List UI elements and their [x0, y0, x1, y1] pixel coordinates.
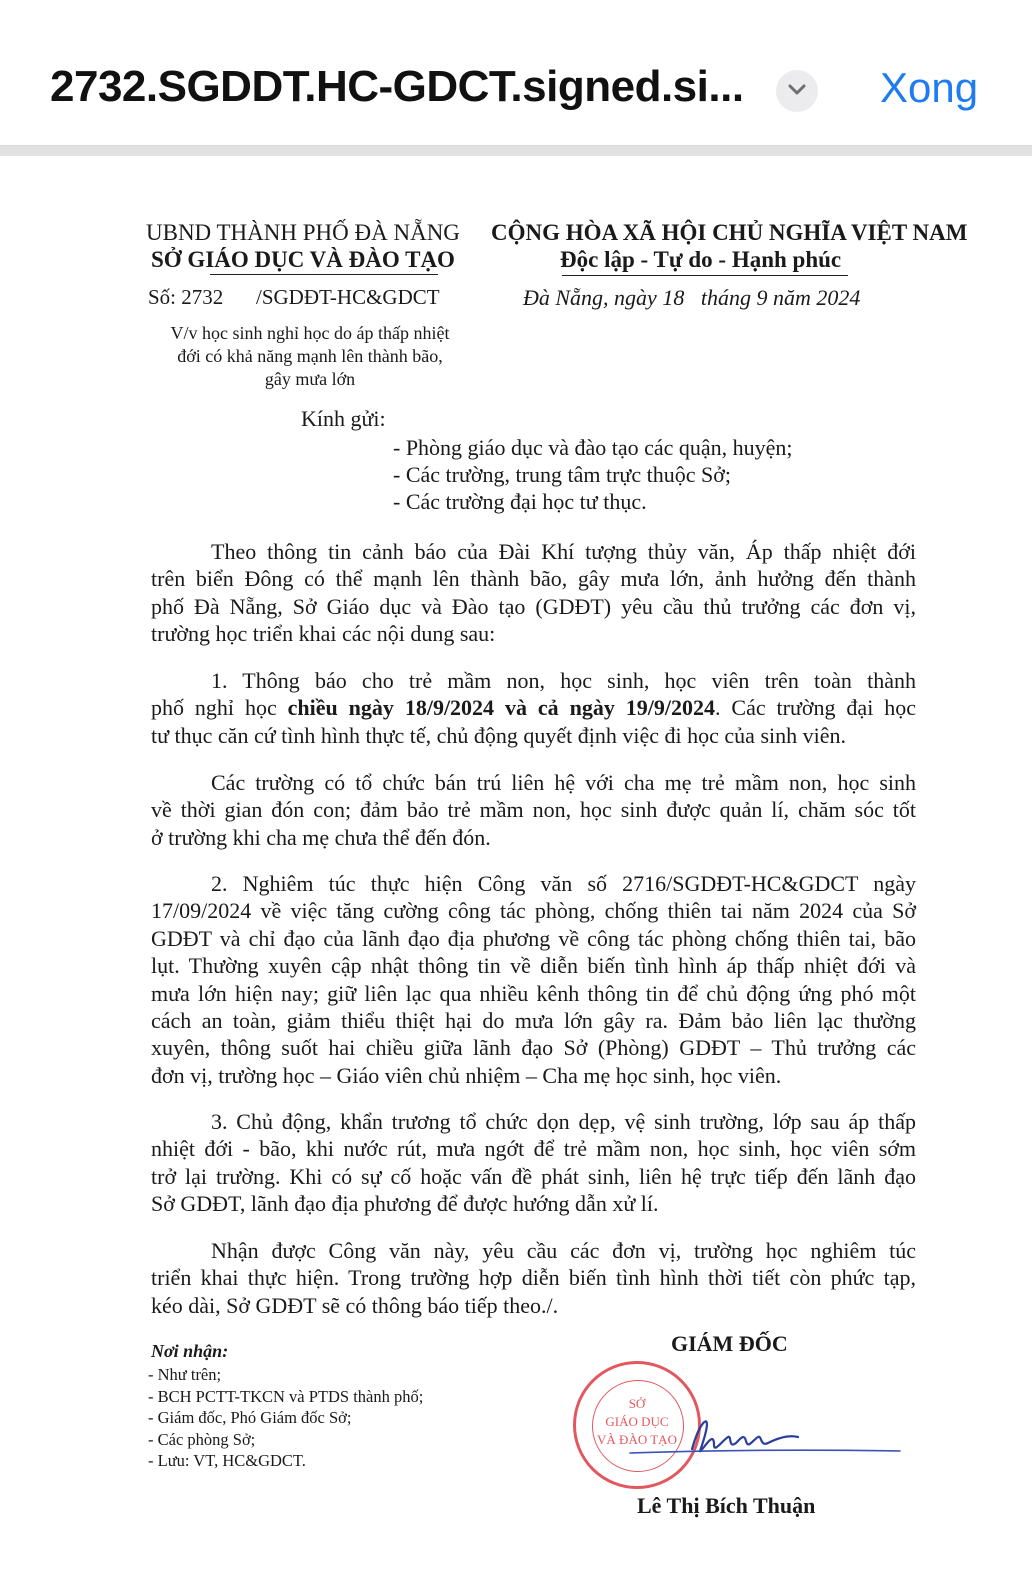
paragraph-5	[151, 1108, 916, 1218]
subject-line: gây mưa lớn	[264, 369, 356, 389]
page-gutter	[0, 146, 1032, 156]
text-line: trở lại trường. Khi có sự cố hoặc vấn đề phát sinh, liên hệ trực tiếp đến lãnh đạo	[151, 1163, 916, 1189]
subject-line: V/v học sinh nghỉ học do áp thấp nhiệt	[170, 323, 450, 343]
doc-number-suffix: /SGDĐT-HC&GDCT	[256, 285, 440, 309]
text-line: Các trường có tổ chức bán trú liên hệ với cha mẹ trẻ mầm non, học sinh	[211, 770, 916, 795]
text-line: Nhận được Công văn này, yêu cầu các đơn vị, trường học nghiêm túc	[211, 1238, 916, 1263]
text-line: nhiệt đới - bão, khi nước rút, mưa ngớt để trẻ mầm non, học sinh, học viên sớm	[151, 1136, 916, 1162]
signature-icon	[610, 1391, 910, 1481]
title-menu-button[interactable]	[776, 70, 818, 112]
document-title: 2732.SGDDT.HC-GDCT.signed.si...	[50, 62, 744, 111]
text-line: trên biển Đông có thể mạnh lên thành bão, gây mưa lớn, ảnh hưởng đến thành	[151, 566, 916, 592]
received-item: - Giám đốc, Phó Giám đốc Sở;	[148, 1408, 352, 1427]
text-line: tư thục căn cứ tình hình thực tế, chủ động quyết định việc đi học của sinh viên.	[151, 722, 846, 748]
motto-line1: CỘNG HÒA XÃ HỘI CHỦ NGHĨA VIỆT NAM	[491, 220, 968, 245]
text-line: 1. Thông báo cho trẻ mầm non, học sinh, học viên trên toàn thành	[211, 668, 916, 693]
text-line: 17/09/2024 về việc tăng cường công tác phòng, chống thiên tai năm 2024 của Sở	[151, 898, 916, 924]
text-run: . Các trường đại học	[714, 695, 916, 721]
text-line: trường học triển khai các nội dung sau:	[151, 621, 496, 647]
text-line: Theo thông tin cảnh báo của Đài Khí tượng thủy văn, Áp thấp nhiệt đới	[211, 539, 916, 564]
chevron-down-icon	[787, 83, 807, 97]
paragraph-4	[151, 870, 916, 1089]
motto-line2: Độc lập - Tự do - Hạnh phúc	[560, 247, 842, 272]
done-button[interactable]: Xong	[880, 64, 979, 111]
org-line2: SỞ GIÁO DỤC VÀ ĐÀO TẠO	[151, 247, 455, 272]
document-page[interactable]	[10, 156, 1022, 1588]
paragraph-2	[151, 667, 916, 749]
text-line: 2. Nghiêm túc thực hiện Công văn số 2716/SGDĐT-HC&GDCT ngày	[211, 871, 916, 896]
text-line: triển khai thực hiện. Trong trường hợp diễn biến tình hình thời tiết còn phức tạp,	[151, 1265, 916, 1291]
received-list	[148, 1364, 423, 1472]
text-line: Sở GDĐT, lãnh đạo địa phương để được hướng dẫn xử lí.	[151, 1191, 659, 1217]
subject-line: đới có khả năng mạnh lên thành bão,	[177, 346, 443, 366]
stamp-text: GIÁO DỤC	[605, 1414, 669, 1429]
stamp-text: VÀ ĐÀO TẠO	[597, 1432, 677, 1447]
doc-number: Số: 2732	[148, 285, 224, 309]
viewer-topbar	[0, 0, 1032, 146]
paragraph-3	[151, 769, 916, 851]
paragraph-6	[151, 1237, 916, 1319]
text-line: 3. Chủ động, khẩn trương tổ chức dọn dẹp, vệ sinh trường, lớp sau áp thấp	[211, 1109, 916, 1134]
received-title: Nơi nhận:	[151, 1341, 229, 1361]
recipient-item: - Phòng giáo dục và đào tạo các quận, huyện;	[393, 435, 793, 460]
recipient-item: - Các trường đại học tư thục.	[393, 489, 647, 514]
org-line1: UBND THÀNH PHỐ ĐÀ NẴNG	[146, 220, 460, 245]
text-line: ở trường khi cha mẹ chưa thể đến đón.	[151, 824, 491, 850]
text-line: xuyên, thông suốt hai chiều giữa lãnh đạo Sở (Phòng) GDĐT – Thủ trưởng các	[151, 1035, 916, 1061]
text-line: cách an toàn, giảm thiểu thiệt hại do mưa lớn gây ra. Đảm bảo liên lạc thường	[151, 1008, 916, 1034]
text-line: kéo dài, Sở GDĐT sẽ có thông báo tiếp theo./.	[151, 1292, 559, 1318]
paragraph-1	[151, 538, 916, 648]
received-item: - BCH PCTT-TKCN và PTDS thành phố;	[148, 1386, 424, 1406]
motto-underline	[562, 275, 848, 276]
org-underline	[210, 274, 438, 275]
greeting: Kính gửi:	[301, 406, 386, 431]
text-run: phố nghỉ học	[151, 695, 288, 721]
text-line: đơn vị, trường học – Giáo viên chủ nhiệm – Cha mẹ học sinh, học viên.	[151, 1062, 782, 1088]
place-date: Đà Nẵng, ngày 18 tháng 9 năm 2024	[523, 285, 861, 310]
recipients-to	[393, 434, 793, 515]
stamp-text: SỞ	[628, 1396, 646, 1411]
highlight-dates: chiều ngày 18/9/2024 và cả ngày 19/9/2024	[287, 695, 715, 721]
received-item: - Các phòng Sở;	[148, 1429, 256, 1449]
signer-title: GIÁM ĐỐC	[671, 1331, 788, 1356]
recipient-item: - Các trường, trung tâm trực thuộc Sở;	[393, 462, 731, 487]
subject	[150, 322, 470, 391]
text-line: về thời gian đón con; đảm bảo trẻ mầm non, học sinh được quản lí, chăm sóc tốt	[151, 797, 916, 823]
text-line: phố Đà Nẵng, Sở Giáo dục và Đào tạo (GDĐT) yêu cầu thủ trưởng các đơn vị,	[151, 593, 916, 619]
received-item: - Như trên;	[148, 1365, 222, 1384]
received-item: - Lưu: VT, HC&GDCT.	[148, 1451, 306, 1470]
signer-name: Lê Thị Bích Thuận	[637, 1493, 816, 1518]
text-line: GDĐT và chỉ đạo của lãnh đạo địa phương về công tác phòng chống thiên tai, bão	[151, 925, 916, 951]
text-line: lụt. Thường xuyên cập nhật thông tin về diễn biến tình hình áp thấp nhiệt đới và	[151, 953, 916, 979]
text-line: mưa lớn hiện nay; giữ liên lạc qua nhiều kênh thông tin để chủ động ứng phó một	[151, 980, 916, 1006]
text-line	[151, 694, 916, 721]
